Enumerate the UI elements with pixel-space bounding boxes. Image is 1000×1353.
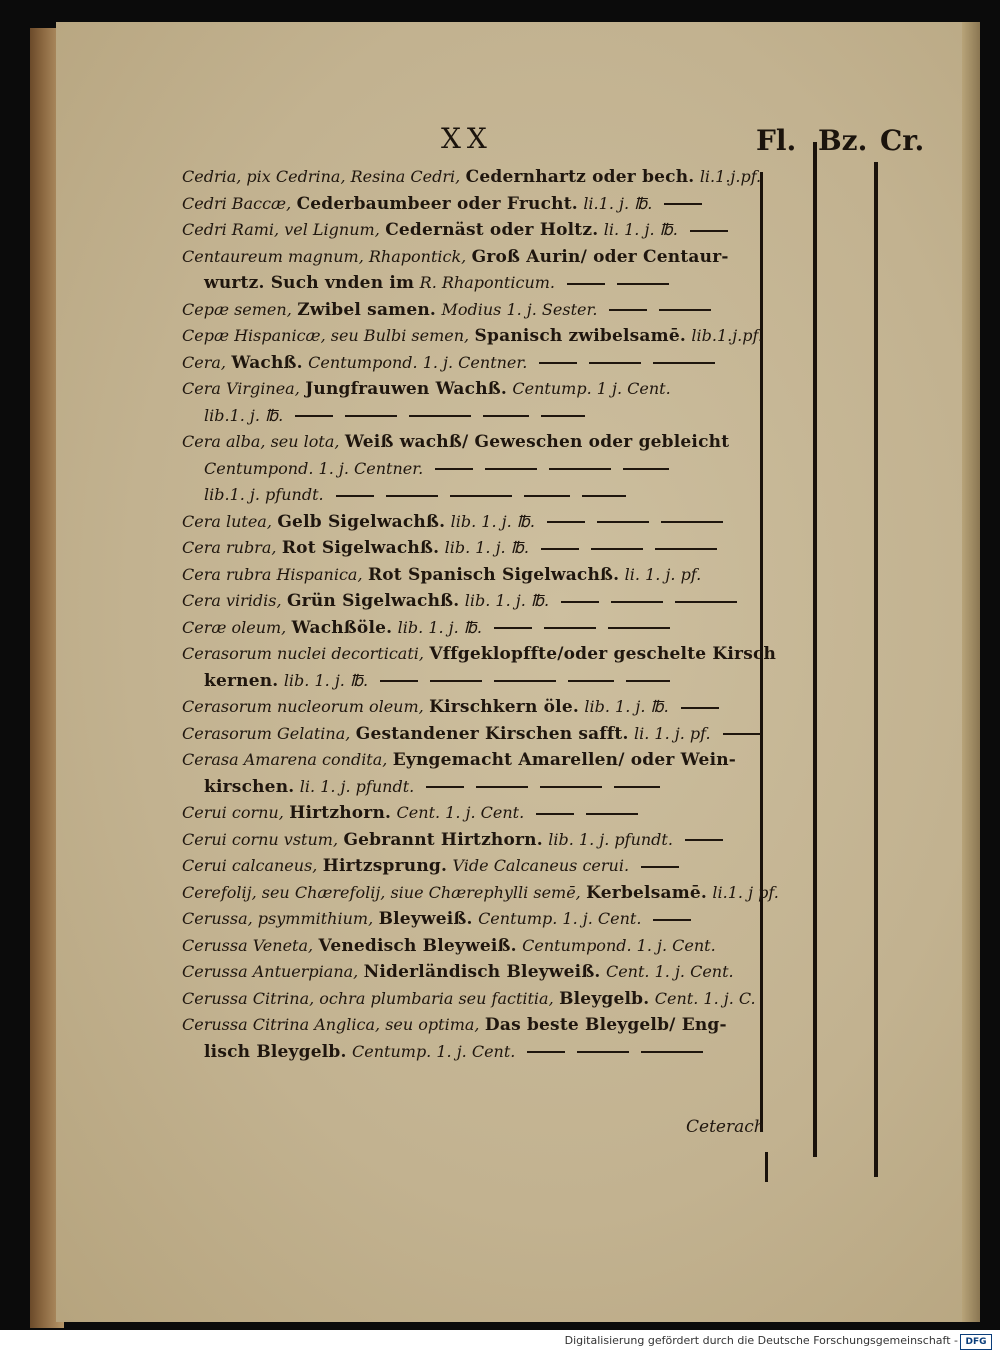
german-name: Venedisch Bleyweiß. — [318, 935, 517, 956]
price-dash — [549, 468, 611, 470]
latin-name: Cerui cornu vstum, — [182, 829, 339, 849]
unit-measure: li. 1. j. ℔. — [603, 220, 678, 239]
unit-measure: lib. 1. j. ℔. — [444, 538, 529, 557]
entry-line — [182, 827, 762, 854]
price-dash — [611, 601, 663, 603]
column-head-fl: Fl. — [756, 124, 797, 157]
price-dash — [664, 203, 702, 205]
latin-name: Cedri Rami, vel Lignum, — [182, 220, 380, 239]
latin-name: Cerefolij, seu Chærefolij, siue Chærephylli semē, — [182, 882, 581, 902]
latin-name: Cera alba, seu lota, — [182, 432, 340, 451]
price-dash — [626, 680, 670, 682]
price-dash — [723, 733, 761, 735]
price-dash — [614, 786, 660, 788]
entry-line — [182, 853, 762, 880]
latin-name: Cerasorum Gelatina, — [182, 723, 351, 743]
price-dash — [591, 548, 643, 550]
price-dash — [568, 680, 614, 682]
unit-measure: Centump. 1. j. Cent. — [478, 909, 642, 928]
german-name: Kirschkern öle. — [429, 697, 579, 717]
price-dash — [653, 919, 691, 921]
latin-name: Cera rubra Hispanica, — [182, 564, 363, 584]
price-dash — [661, 521, 723, 523]
price-dash — [541, 415, 585, 417]
footer-credit: Digitalisierung gefördert durch die Deutsche Forschungsgemeinschaft - — [564, 1334, 958, 1347]
latin-name: Cepæ Hispanicæ, seu Bulbi semen, — [182, 326, 470, 345]
price-dash — [524, 495, 570, 497]
german-name: Cederbaumbeer oder Frucht. — [296, 193, 578, 214]
price-dash — [675, 601, 737, 603]
entry-line — [182, 403, 762, 430]
german-name: Groß Aurin/ oder Centaur- — [471, 246, 729, 267]
unit-measure: lib.1. j. pfundt. — [204, 485, 324, 504]
catchword: Ceterach — [686, 1117, 765, 1137]
latin-name: Cedri Baccæ, — [182, 193, 292, 213]
entry-line — [182, 456, 762, 483]
entry-line — [182, 429, 762, 456]
latin-name: Cerussa Veneta, — [182, 935, 314, 955]
entry-line — [182, 641, 777, 668]
entry-line — [182, 880, 779, 907]
german-name: Weiß wachß/ Geweschen oder gebleicht — [344, 432, 730, 452]
entry-line — [182, 906, 762, 933]
price-dash — [485, 468, 537, 470]
unit-measure: lib. 1. j. ℔. — [397, 617, 482, 637]
price-dash — [541, 548, 579, 550]
unit-measure: Centumpond. 1. j. Cent. — [522, 935, 716, 955]
german-name: Wachßöle. — [291, 617, 393, 638]
price-dash — [494, 627, 532, 629]
entry-line — [182, 509, 762, 536]
latin-name: Ceræ oleum, — [182, 617, 287, 637]
price-dash — [494, 680, 556, 682]
price-dash — [623, 468, 669, 470]
entry-line — [182, 986, 762, 1013]
price-dash — [426, 786, 464, 788]
german-name: Rot Spanisch Sigelwachß. — [367, 564, 620, 585]
entry-line — [182, 721, 762, 748]
latin-name: Cerui calcaneus, — [182, 856, 318, 875]
latin-name: Cera rubra, — [182, 538, 277, 557]
latin-name: Cera lutea, — [182, 511, 272, 531]
latin-name: Cepæ semen, — [182, 299, 292, 319]
german-name: kirschen. — [204, 776, 295, 797]
price-dash — [561, 601, 599, 603]
unit-measure: Cent. 1. j. Cent. — [605, 962, 734, 981]
unit-measure: Cent. 1. j. C. — [654, 988, 756, 1008]
unit-measure: R. Rhaponticum. — [419, 273, 555, 292]
digitization-footer — [0, 1330, 1000, 1353]
unit-measure: li.1.j.pf. — [699, 167, 762, 186]
unit-measure: lib. 1. j. ℔. — [450, 511, 535, 531]
german-name: Hirtzhorn. — [289, 803, 392, 823]
price-dash — [685, 839, 723, 841]
unit-measure: lib.1.j.pf. — [691, 326, 763, 345]
page-header — [56, 122, 971, 162]
entry-line — [182, 668, 762, 695]
german-name: Cedernäst oder Holtz. — [385, 220, 599, 240]
column-head-cr: Cr. — [880, 124, 925, 157]
entry-line — [182, 482, 762, 509]
price-dash — [345, 415, 397, 417]
price-dash — [690, 230, 728, 232]
unit-measure: li.1. j pf. — [712, 882, 779, 902]
price-dash — [655, 548, 717, 550]
price-dash — [609, 309, 647, 311]
entry-line — [182, 270, 762, 297]
column-rule-3 — [874, 162, 878, 1177]
entry-line — [182, 376, 762, 403]
german-name: Zwibel samen. — [297, 299, 437, 320]
unit-measure: lib. 1. j. ℔. — [584, 697, 669, 716]
entry-line — [182, 959, 762, 986]
price-dash — [476, 786, 528, 788]
entry-line — [182, 217, 762, 244]
entry-line — [182, 1039, 762, 1066]
german-name: Eyngemacht Amarellen/ oder Wein- — [392, 750, 737, 770]
latin-name: Cerasa Amarena condita, — [182, 750, 388, 769]
price-dash — [295, 415, 333, 417]
german-name: Gelb Sigelwachß. — [277, 511, 446, 532]
latin-name: Cerasorum nuclei decorticati, — [182, 644, 424, 663]
column-rule-4 — [765, 1152, 768, 1182]
latin-name: Cera, — [182, 352, 226, 372]
price-dash — [336, 495, 374, 497]
price-dash — [450, 495, 512, 497]
column-rule-2 — [813, 142, 817, 1157]
entry-line — [182, 933, 762, 960]
price-dash — [430, 680, 482, 682]
price-dash — [617, 283, 669, 285]
unit-measure: Cent. 1. j. Cent. — [396, 803, 525, 822]
entry-line — [182, 244, 762, 271]
price-dash — [409, 415, 471, 417]
entry-line — [182, 1012, 762, 1039]
price-dash — [653, 362, 715, 364]
price-dash — [544, 627, 596, 629]
price-dash — [582, 495, 626, 497]
price-dash — [681, 707, 719, 709]
unit-measure: lib.1. j. ℔. — [204, 405, 284, 425]
price-dash — [589, 362, 641, 364]
german-name: lisch Bleygelb. — [204, 1041, 347, 1062]
unit-measure: Centumpond. 1. j. Centner. — [204, 458, 424, 478]
price-dash — [567, 283, 605, 285]
unit-measure: lib. 1. j. ℔. — [464, 591, 550, 610]
price-dash — [641, 1051, 703, 1053]
german-name: Wachß. — [231, 352, 303, 373]
latin-name: Cera Virginea, — [182, 379, 300, 398]
entry-line — [182, 297, 762, 324]
german-name: Vffgeklopffte/oder geschelte Kirsch — [429, 644, 777, 664]
price-dash — [586, 813, 638, 815]
book-page — [56, 22, 971, 1322]
entries-list — [182, 164, 779, 1065]
german-name: Spanisch zwibelsamē. — [474, 326, 686, 346]
price-dash — [547, 521, 585, 523]
german-name: Cedernhartz oder bech. — [465, 167, 695, 187]
entry-line — [182, 615, 762, 642]
price-dash — [659, 309, 711, 311]
german-name: wurtz. Such vnden im — [204, 273, 415, 293]
latin-name: Cerussa Citrina, ochra plumbaria seu factitia, — [182, 988, 554, 1008]
price-dash — [483, 415, 529, 417]
page-edge-right — [962, 22, 980, 1322]
entry-line — [182, 694, 762, 721]
price-dash — [597, 521, 649, 523]
price-dash — [641, 866, 679, 868]
entry-line — [182, 164, 762, 191]
latin-name: Cedria, pix Cedrina, Resina Cedri, — [182, 167, 461, 186]
german-name: Kerbelsamē. — [586, 882, 708, 903]
entry-line — [182, 747, 762, 774]
price-dash — [386, 495, 438, 497]
latin-name: Cerussa, psymmithium, — [182, 909, 374, 928]
price-dash — [539, 362, 577, 364]
column-head-bz: Bz. — [818, 124, 868, 157]
unit-measure: Vide Calcaneus cerui. — [452, 856, 630, 875]
german-name: Grün Sigelwachß. — [286, 591, 460, 611]
entry-line — [182, 350, 762, 377]
german-name: Bleyweiß. — [378, 909, 473, 929]
unit-measure: li. 1. j. pf. — [634, 723, 711, 743]
german-name: Niderländisch Bleyweiß. — [363, 962, 601, 982]
entry-line — [182, 535, 762, 562]
latin-name: Centaureum magnum, Rhapontick, — [182, 246, 467, 266]
unit-measure: li.1. j. ℔. — [583, 193, 653, 213]
latin-name: Cerasorum nucleorum oleum, — [182, 697, 424, 716]
price-dash — [380, 680, 418, 682]
german-name: Gebrannt Hirtzhorn. — [343, 829, 543, 850]
entry-line — [182, 562, 762, 589]
unit-measure: Modius 1. j. Sester. — [441, 299, 598, 319]
unit-measure: Centumpond. 1. j. Centner. — [308, 352, 528, 372]
latin-name: Cerussa Citrina Anglica, seu optima, — [182, 1015, 480, 1034]
price-dash — [536, 813, 574, 815]
price-dash — [540, 786, 602, 788]
german-name: Gestandener Kirschen safft. — [355, 723, 629, 744]
unit-measure: lib. 1. j. ℔. — [283, 670, 369, 690]
entry-line — [182, 323, 762, 350]
price-dash — [527, 1051, 565, 1053]
german-name: Jungfrauwen Wachß. — [305, 379, 507, 399]
unit-measure: li. 1. j. pf. — [624, 564, 702, 584]
unit-measure: Centump. 1. j. Cent. — [352, 1041, 516, 1061]
price-dash — [608, 627, 670, 629]
latin-name: Cerussa Antuerpiana, — [182, 962, 359, 981]
page-number: XX — [441, 122, 493, 155]
price-dash — [577, 1051, 629, 1053]
price-dash — [435, 468, 473, 470]
entry-line — [182, 191, 762, 218]
latin-name: Cerui cornu, — [182, 803, 284, 822]
dfg-logo: DFG — [960, 1334, 992, 1350]
latin-name: Cera viridis, — [182, 591, 282, 610]
german-name: kernen. — [204, 670, 279, 691]
unit-measure: Centump. 1 j. Cent. — [512, 379, 671, 398]
unit-measure: li. 1. j. pfundt. — [299, 776, 415, 796]
entry-line — [182, 774, 762, 801]
entry-line — [182, 588, 762, 615]
german-name: Hirtzsprung. — [322, 856, 448, 876]
entry-line — [182, 800, 762, 827]
german-name: Rot Sigelwachß. — [281, 538, 440, 558]
german-name: Das beste Bleygelb/ Eng- — [484, 1015, 727, 1035]
german-name: Bleygelb. — [559, 988, 650, 1009]
unit-measure: lib. 1. j. pfundt. — [548, 829, 673, 849]
